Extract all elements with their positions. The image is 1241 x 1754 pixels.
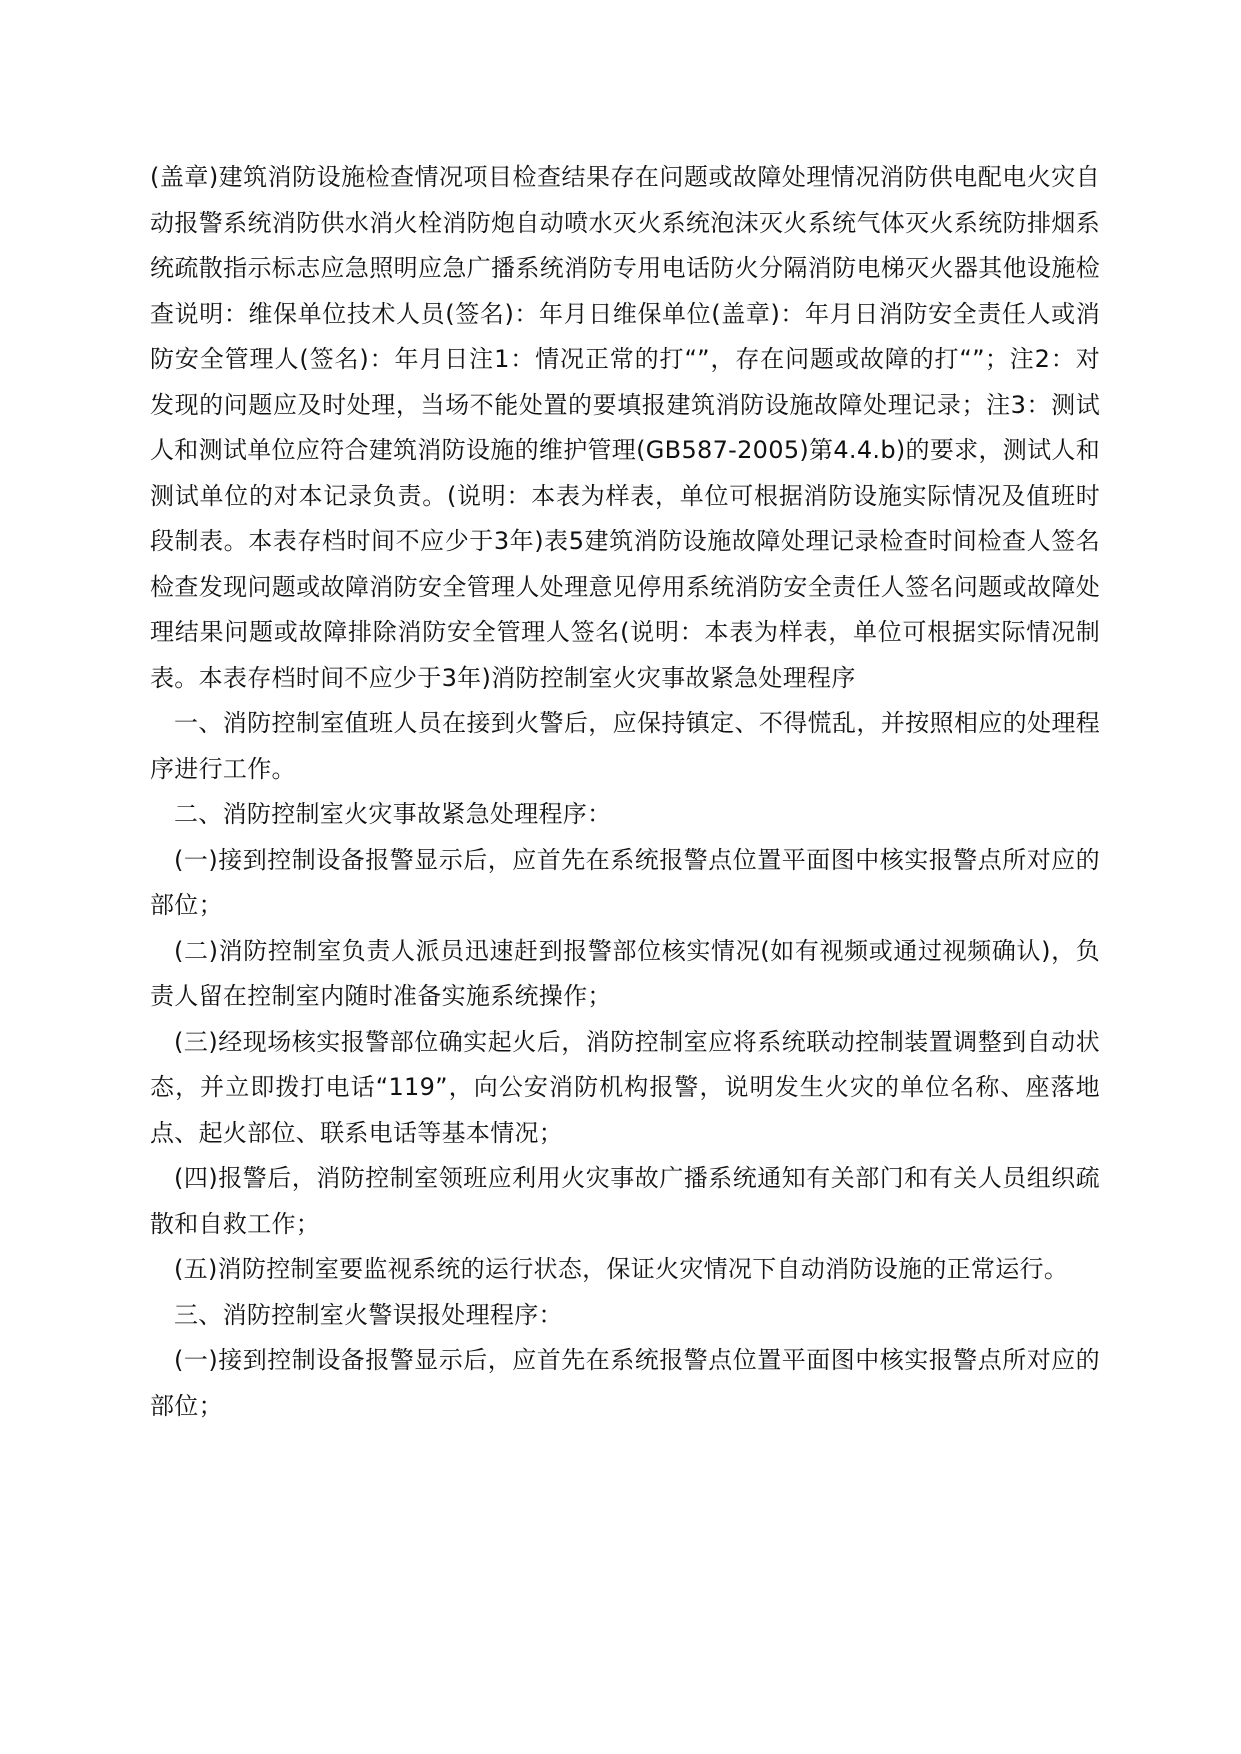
- section-two-item-5: (五)消防控制室要监视系统的运行状态，保证火灾情况下自动消防设施的正常运行。: [174, 1255, 1069, 1283]
- section-one-paragraph: 一、消防控制室值班人员在接到火警后，应保持镇定、不得慌乱，并按照相应的处理程序进行工作。: [150, 709, 1100, 783]
- section-two-item-4: (四)报警后，消防控制室领班应利用火灾事故广播系统通知有关部门和有关人员组织疏散和自救工作；: [150, 1164, 1100, 1238]
- document-body: [150, 155, 1100, 1429]
- section-two-item-3: (三)经现场核实报警部位确实起火后，消防控制室应将系统联动控制装置调整到自动状态，并立即拨打电话“119”，向公安消防机构报警，说明发生火灾的单位名称、座落地点、起火部位、联系电话等基本情况；: [150, 1027, 1100, 1147]
- intro-paragraph: (盖章)建筑消防设施检查情况项目检查结果存在问题或故障处理情况消防供电配电火灾自动报警系统消防供水消火栓消防炮自动喷水灭火系统泡沫灭火系统气体灭火系统防排烟系统疏散指示标志应急照明应急广播系统消防专用电话防火分隔消防电梯灭火器其他设施检查说明：维保单位技术人员(签名)：年月日维保单位(盖章)：年月日消防安全责任人或消防安全管理人(签名)：年月日注1：情况正常的打“”，存在问题或故障的打“”；注2：对发现的问题应及时处理，当场不能处置的要填报建筑消防设施故障处理记录；注3：测试人和测试单位应符合建筑消防设施的维护管理(GB587-2005)第4.4.b)的要求，测试人和测试单位的对本记录负责。(说明：本表为样表，单位可根据消防设施实际情况及值班时段制表。本表存档时间不应少于3年)表5建筑消防设施故障处理记录检查时间检查人签名检查发现问题或故障消防安全管理人处理意见停用系统消防安全责任人签名问题或故障处理结果问题或故障排除消防安全管理人签名(说明：本表为样表，单位可根据实际情况制表。本表存档时间不应少于3年)消防控制室火灾事故紧急处理程序: [150, 163, 1100, 692]
- section-two-item-2: (二)消防控制室负责人派员迅速赶到报警部位核实情况(如有视频或通过视频确认)，负责人留在控制室内随时准备实施系统操作；: [150, 936, 1100, 1010]
- section-three-item-1: (一)接到控制设备报警显示后，应首先在系统报警点位置平面图中核实报警点所对应的部位；: [150, 1346, 1100, 1420]
- section-three-heading: 三、消防控制室火警误报处理程序：: [174, 1300, 563, 1329]
- section-two-item-1: (一)接到控制设备报警显示后，应首先在系统报警点位置平面图中核实报警点所对应的部位；: [150, 845, 1100, 919]
- section-two-heading: 二、消防控制室火灾事故紧急处理程序：: [174, 800, 612, 828]
